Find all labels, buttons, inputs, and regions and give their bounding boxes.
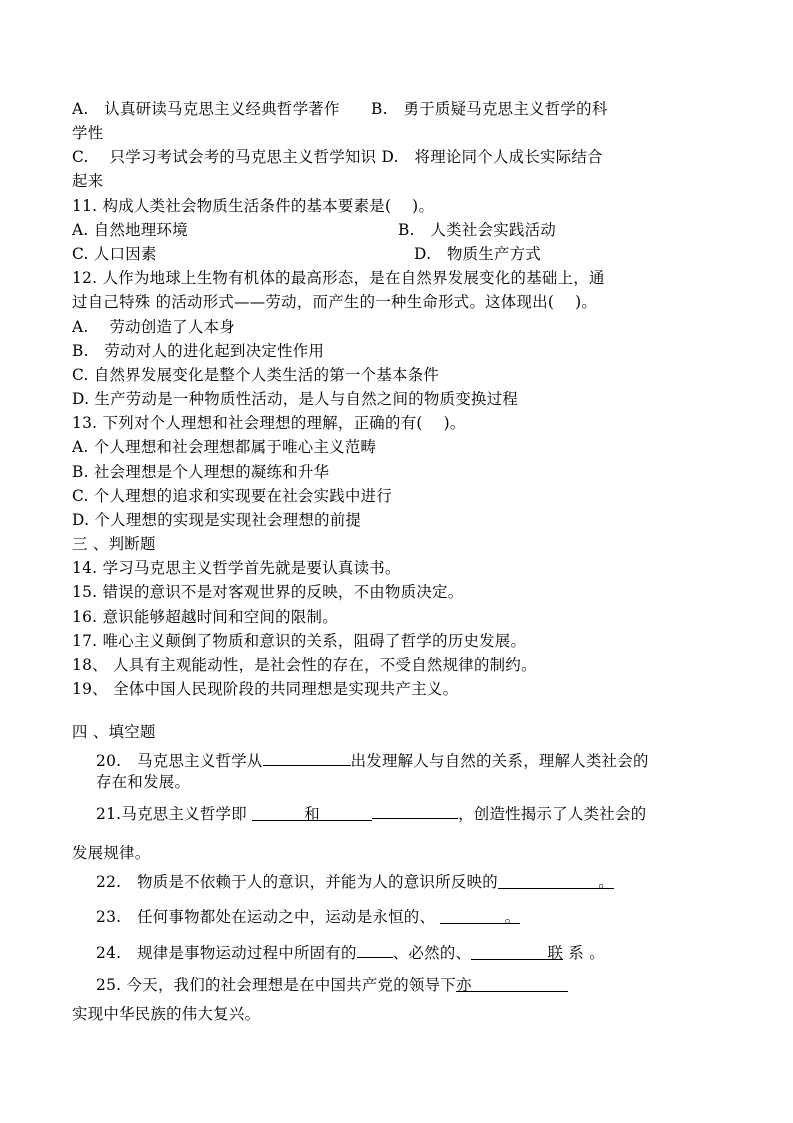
q11-option-d: D. 物质生产方式 — [414, 245, 542, 263]
q21-blank-1[interactable]: 和 — [252, 804, 372, 821]
q25-blank[interactable]: 亦 — [456, 975, 568, 992]
q13-option-c: C. 个人理想的追求和实现要在社会实践中进行 — [72, 487, 393, 505]
q25: 25. 今天，我们的社会理想是在中国共产党的领导下亦 — [96, 975, 568, 995]
q10-options-ab: A. 认真研读马克思主义经典哲学著作 B. 勇于质疑马克思主义哲学的科 — [72, 100, 608, 118]
q10-options-cd-continued: 起来 — [72, 172, 104, 190]
section3-title: 三 、判断题 — [72, 535, 156, 553]
q19: 19、 全体中国人民现阶段的共同理想是实现共产主义。 — [72, 680, 459, 698]
q24-blank-2[interactable]: 联 — [471, 943, 563, 960]
q18: 18、 人具有主观能动性，是社会性的存在，不受自然规律的制约。 — [72, 656, 537, 674]
q13-option-d: D. 个人理想的实现是实现社会理想的前提 — [72, 511, 362, 529]
q25-continued: 实现中华民族的伟大复兴。 — [72, 1005, 261, 1023]
q12-option-b: B. 劳动对人的进化起到决定性作用 — [72, 342, 325, 360]
q23-blank[interactable]: 。 — [440, 907, 520, 924]
q10-options-ab-continued: 学性 — [72, 124, 104, 142]
q11-option-a: A. 自然地理环境 — [72, 221, 188, 239]
q22: 22. 物质是不依赖于人的意识，并能为人的意识所反映的 。 — [96, 873, 614, 891]
q22-blank[interactable]: 。 — [498, 872, 614, 889]
q20-continued: 存在和发展。 — [96, 773, 191, 791]
q21: 21.马克思主义哲学即 和 ，创造性揭示了人类社会的 — [96, 802, 646, 824]
q11-option-c: C. 人口因素 — [72, 245, 157, 263]
q24-blank-1[interactable] — [357, 941, 393, 958]
q12-option-d: D. 生产劳动是一种物质性活动，是人与自然之间的物质变换过程 — [72, 390, 519, 408]
q12-option-a: A. 劳动创造了人本身 — [72, 318, 236, 336]
section4-title: 四 、填空题 — [72, 723, 156, 741]
q12-stem-line2: 过自己特殊 的活动形式——劳动，而产生的一种生命形式。这体现出( )。 — [72, 293, 598, 311]
q21-blank-2[interactable] — [372, 802, 458, 819]
q10-options-cd: C. 只学习考试会考的马克思主义哲学知识 D. 将理论同个人成长实际结合 — [72, 148, 603, 166]
q11-stem: 11. 构成人类社会物质生活条件的基本要素是( )。 — [72, 197, 435, 215]
q21-continued: 发展规律。 — [72, 844, 151, 862]
q14: 14. 学习马克思主义哲学首先就是要认真读书。 — [72, 559, 401, 577]
q12-stem-line1: 12. 人作为地球上生物有机体的最高形态，是在自然界发展变化的基础上，通 — [72, 269, 605, 287]
q11-option-b: B. 人类社会实践活动 — [398, 221, 557, 239]
q13-option-b: B. 社会理想是个人理想的凝练和升华 — [72, 463, 330, 481]
q13-option-a: A. 个人理想和社会理想都属于唯心主义范畴 — [72, 438, 377, 456]
q24: 24. 规律是事物运动过程中所固有的 、必然的、 联 系 。 — [96, 941, 605, 963]
q16: 16. 意识能够超越时间和空间的限制。 — [72, 608, 338, 626]
q23: 23. 任何事物都处在运动之中，运动是永恒的、 。 — [96, 908, 521, 926]
q17: 17. 唯心主义颠倒了物质和意识的关系，阻碍了哲学的历史发展。 — [72, 632, 527, 650]
q12-option-c: C. 自然界发展变化是整个人类生活的第一个基本条件 — [72, 366, 440, 384]
q13-stem: 13. 下列对个人理想和社会理想的理解，正确的有( )。 — [72, 414, 466, 432]
q20-blank[interactable] — [263, 749, 351, 766]
q20: 20. 马克思主义哲学从 出发理解人与自然的关系，理解人类社会的 — [96, 749, 649, 771]
q15: 15. 错误的意识不是对客观世界的反映，不由物质决定。 — [72, 583, 464, 601]
